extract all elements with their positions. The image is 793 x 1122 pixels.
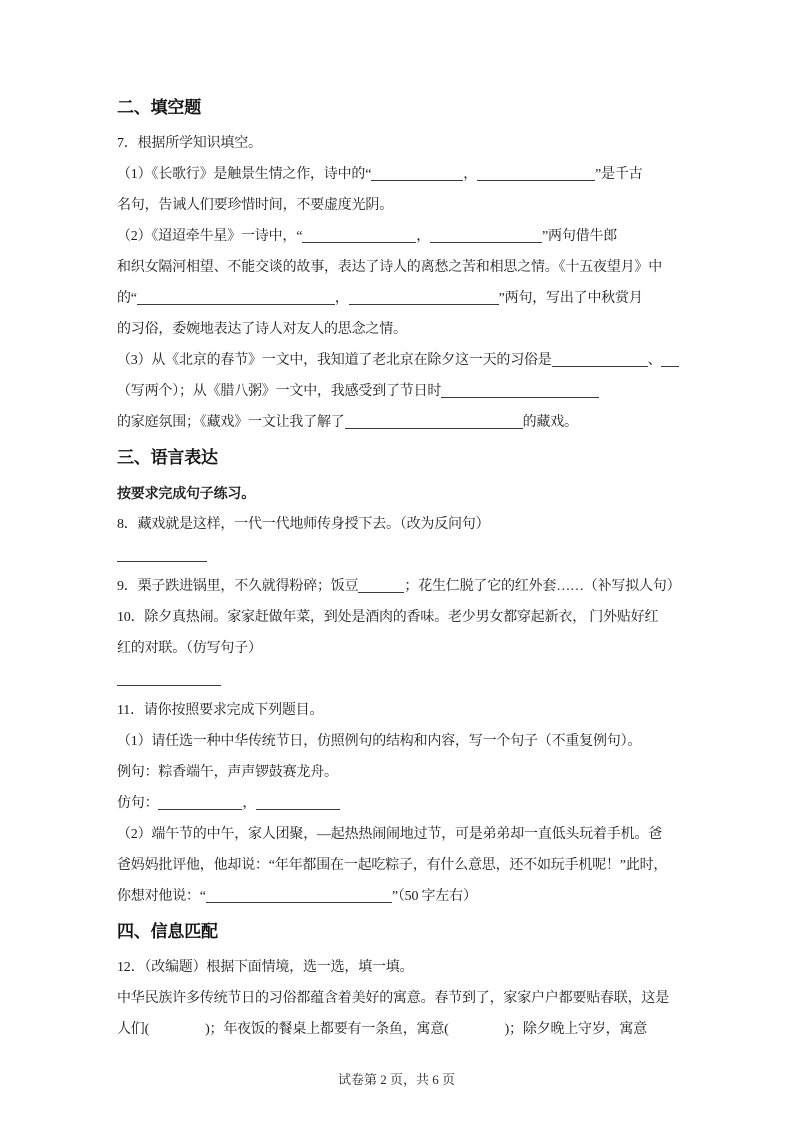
blank-underline [302, 242, 416, 243]
text-run: （2）《迢迢牵牛星》一诗中，“ [117, 229, 303, 244]
document-body [117, 88, 681, 1045]
text-run: ， [334, 291, 349, 306]
blank-underline [661, 366, 679, 367]
text-run: ， [416, 229, 431, 244]
blank-underline [552, 366, 648, 367]
blank-underline [430, 242, 542, 243]
text-run: 9．栗子跌进锅里，不久就得粉碎；饭豆 [117, 579, 359, 594]
text-run: ”（50 字左右） [391, 889, 477, 904]
paragraph-line [117, 881, 677, 912]
blank-underline [371, 180, 463, 181]
paragraph-line [117, 819, 677, 850]
text-run: ”是千古 [595, 167, 643, 182]
text-run: 三、语言表达 [117, 448, 218, 467]
text-run: （写两个）；从《腊八粥》一文中，我感受到了节日时 [117, 384, 442, 399]
paragraph-line [117, 283, 677, 314]
blank-underline [206, 902, 392, 903]
text-run: 例句：粽香端午，声声锣鼓赛龙舟。 [117, 765, 338, 780]
page-number-text: 试卷第 2 页，共 6 页 [337, 1072, 455, 1087]
text-run: 11．请你按照要求完成下列题目。 [117, 703, 324, 718]
paragraph-line [117, 695, 677, 726]
blank-underline [117, 561, 207, 562]
text-run: 12．（改编题）根据下面情境，选一选，填一填。 [117, 960, 414, 975]
text-run: 仿句： [117, 796, 159, 811]
paragraph-line [117, 128, 677, 159]
text-run: 你想对他说：“ [117, 889, 206, 904]
text-run: 、 [647, 353, 662, 368]
section-heading [117, 438, 677, 478]
text-run: 红的对联。（仿写句子） [117, 641, 262, 656]
paragraph-line [117, 571, 681, 602]
section-heading [117, 912, 677, 952]
text-run: ”两句借牛郎 [542, 229, 618, 244]
text-run: ， [463, 167, 478, 182]
text-run: 的习俗，委婉地表达了诗人对友人的思念之情。 [117, 322, 407, 337]
blank-underline [358, 592, 404, 593]
page-footer [0, 1066, 793, 1094]
text-run: )；年夜饭的餐桌上都要有一条鱼，寓意( [205, 1022, 449, 1037]
text-run: 人们( [117, 1022, 150, 1037]
text-run: 爸妈妈批评他，他却说：“年年都围在一起吃粽子，有什么意思，还不如玩手机呢！”此时， [117, 858, 668, 873]
blank-underline [477, 180, 595, 181]
text-run: 中华民族许多传统节日的习俗都蕴含着美好的寓意。春节到了，家家户户都要贴春联，这是 [117, 991, 669, 1006]
text-run: 四、信息匹配 [117, 922, 218, 941]
text-run: 10．除夕真热闹。家家赶做年菜，到处是酒肉的香味。老少男女都穿起新衣， 门外贴好红 [117, 610, 659, 625]
text-run: （3）从《北京的春节》一文中，我知道了老北京在除夕这一天的习俗是 [117, 353, 552, 368]
paragraph-line [117, 664, 677, 695]
paragraph-line [117, 757, 677, 788]
text-run: 按要求完成句子练习。 [117, 485, 255, 501]
paragraph-line [117, 850, 677, 881]
paragraph-line [117, 376, 677, 407]
paragraph-line [117, 478, 677, 509]
paragraph-line [117, 509, 677, 540]
text-run: 和织女隔河相望、不能交谈的故事，表达了诗人的离愁之苦和相思之情。《十五夜望月》中 [117, 260, 662, 275]
paragraph-line [117, 190, 677, 221]
text-run: 7．根据所学知识填空。 [117, 136, 262, 151]
blank-underline [349, 304, 499, 305]
blank-underline [117, 685, 221, 686]
paragraph-line [117, 345, 677, 376]
paragraph-line [117, 159, 677, 190]
blank-underline [256, 809, 340, 810]
text-run: 二、填空题 [117, 98, 201, 117]
text-run: （1）请任选一种中华传统节日，仿照例句的结构和内容，写一个句子（不重复例句）。 [117, 734, 642, 749]
blank-underline [137, 304, 335, 305]
paragraph-line [117, 983, 677, 1014]
text-run: )；除夕晚上守岁，寓意 [504, 1022, 648, 1037]
paragraph-line [117, 407, 677, 438]
paragraph-line [117, 1014, 677, 1045]
paragraph-line [117, 314, 677, 345]
paragraph-line [117, 788, 677, 819]
text-run: 的家庭氛围；《藏戏》一文让我了解了 [117, 415, 345, 430]
paragraph-line [117, 221, 677, 252]
paragraph-line [117, 633, 677, 664]
text-run: 8．藏戏就是这样，一代一代地师传身授下去。（改为反问句） [117, 517, 490, 532]
text-run: ”两句，写出了中秋赏月 [498, 291, 643, 306]
paragraph-line [117, 952, 677, 983]
text-run: （1）《长歌行》是触景生情之作，诗中的“ [117, 167, 372, 182]
paragraph-line [117, 602, 677, 633]
answer-space [149, 1032, 205, 1033]
section-heading [117, 88, 677, 128]
text-run: （2）端午节的中午，家人团聚，—起热热闹闹地过节，可是弟弟却一直低头玩着手机。爸 [117, 827, 662, 842]
paragraph-line [117, 252, 677, 283]
answer-space [449, 1032, 505, 1033]
blank-underline [345, 428, 523, 429]
paragraph-line [117, 540, 677, 571]
text-run: 的藏戏。 [522, 415, 578, 430]
blank-underline [158, 809, 242, 810]
text-run: ；花生仁脱了它的红外套……（补写拟人句） [404, 579, 681, 594]
blank-underline [441, 397, 599, 398]
paragraph-line [117, 726, 677, 757]
text-run: 的“ [117, 291, 137, 306]
text-run: 名句，告诫人们要珍惜时间，不要虚度光阴。 [117, 198, 393, 213]
text-run: ， [242, 796, 257, 811]
